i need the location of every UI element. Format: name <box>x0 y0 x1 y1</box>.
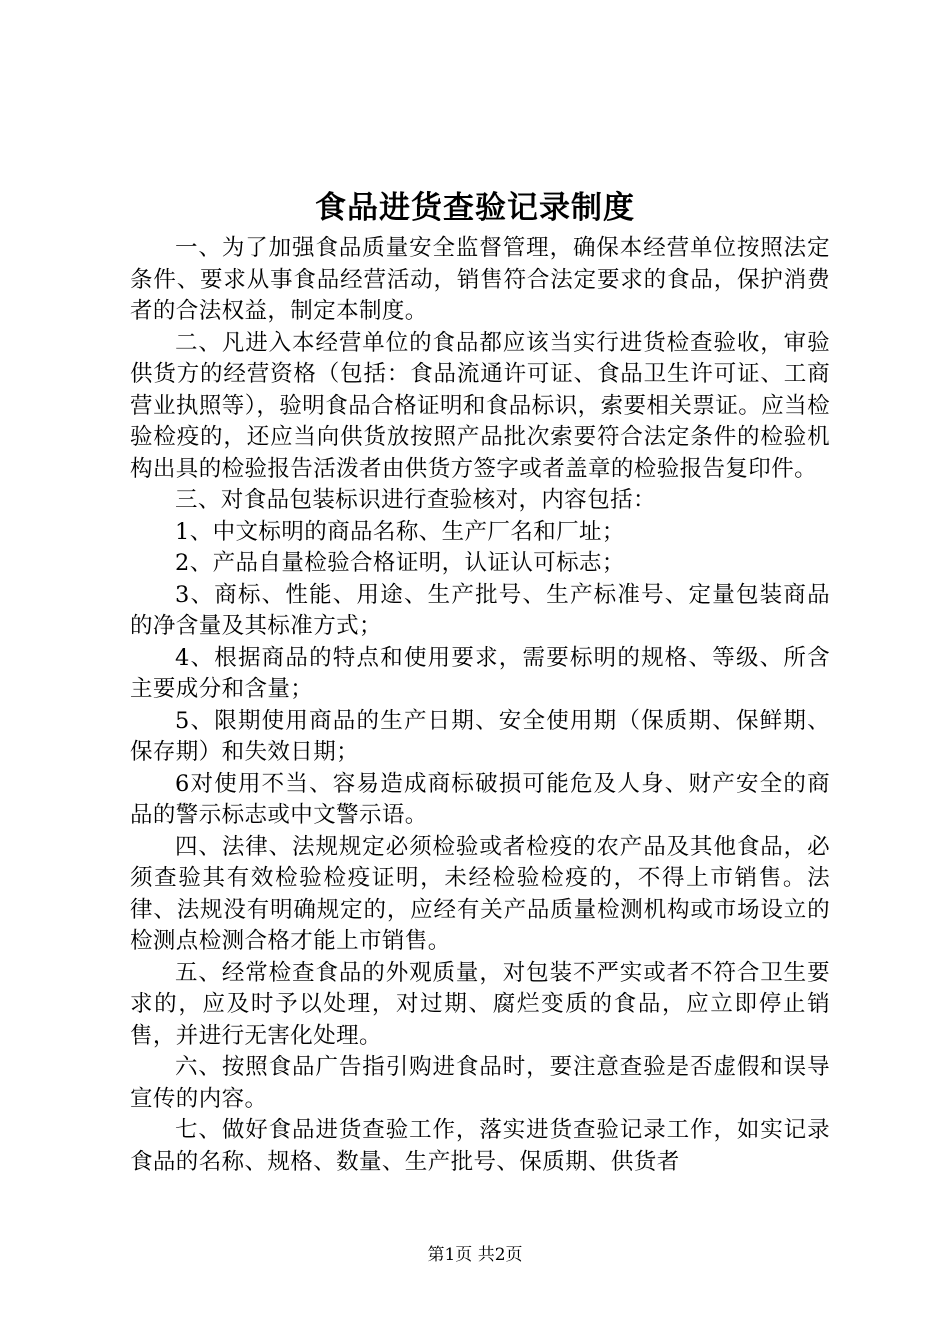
paragraph-3: 三、对食品包装标识进行查验核对，内容包括： <box>175 487 656 513</box>
list-item-6: 6对使用不当、容易造成商标破损可能危及人身、财产安全的商品的警示标志或中文警示语。 <box>130 770 830 828</box>
document-body <box>130 233 830 1178</box>
list-item-2: 2、产品自量检验合格证明，认证认可标志； <box>175 550 625 576</box>
list-item-1: 1、中文标明的商品名称、生产厂名和厂址； <box>175 518 625 545</box>
paragraph-7: 七、做好食品进货查验工作，落实进货查验记录工作，如实记录食品的名称、规格、数量、生产批号、保质期、供货者 <box>130 1117 830 1175</box>
paragraph-1: 一、为了加强食品质量安全监督管理，确保本经营单位按照法定条件、要求从事食品经营活动，销售符合法定要求的食品，保护消费者的合法权益，制定本制度。 <box>130 235 830 324</box>
list-item-5: 5、限期使用商品的生产日期、安全使用期（保质期、保鲜期、保存期）和失效日期； <box>130 707 830 765</box>
document-title: 食品进货查验记录制度 <box>315 190 635 226</box>
paragraph-4: 四、法律、法规规定必须检验或者检疫的农产品及其他食品，必须查验其有效检验检疫证明，未经检验检疫的，不得上市销售。法律、法规没有明确规定的，应经有关产品质量检测机构或市场设立的检测点检测合格才能上市销售。 <box>130 833 830 954</box>
list-item-4: 4、根据商品的特点和使用要求，需要标明的规格、等级、所含主要成分和含量； <box>130 644 830 702</box>
page-number-footer: 第1页 共2页 <box>427 1245 523 1265</box>
list-item-3: 3、商标、性能、用途、生产批号、生产标准号、定量包装商品的净含量及其标准方式； <box>130 581 830 639</box>
paragraph-6: 六、按照食品广告指引购进食品时，要注意查验是否虚假和误导宣传的内容。 <box>130 1054 830 1112</box>
paragraph-5: 五、经常检查食品的外观质量，对包装不严实或者不符合卫生要求的，应及时予以处理，对过期、腐烂变质的食品，应立即停止销售，并进行无害化处理。 <box>130 959 830 1049</box>
paragraph-2: 二、凡进入本经营单位的食品都应该当实行进货检查验收，审验供货方的经营资格（包括：食品流通许可证、食品卫生许可证、工商营业执照等），验明食品合格证明和食品标识，索要相关票证。应当检验检疫的，还应当向供货放按照产品批次索要符合法定条件的检验机构出具的检验报告活泼者由供货方签字或者盖章的检验报告复印件。 <box>130 329 830 482</box>
